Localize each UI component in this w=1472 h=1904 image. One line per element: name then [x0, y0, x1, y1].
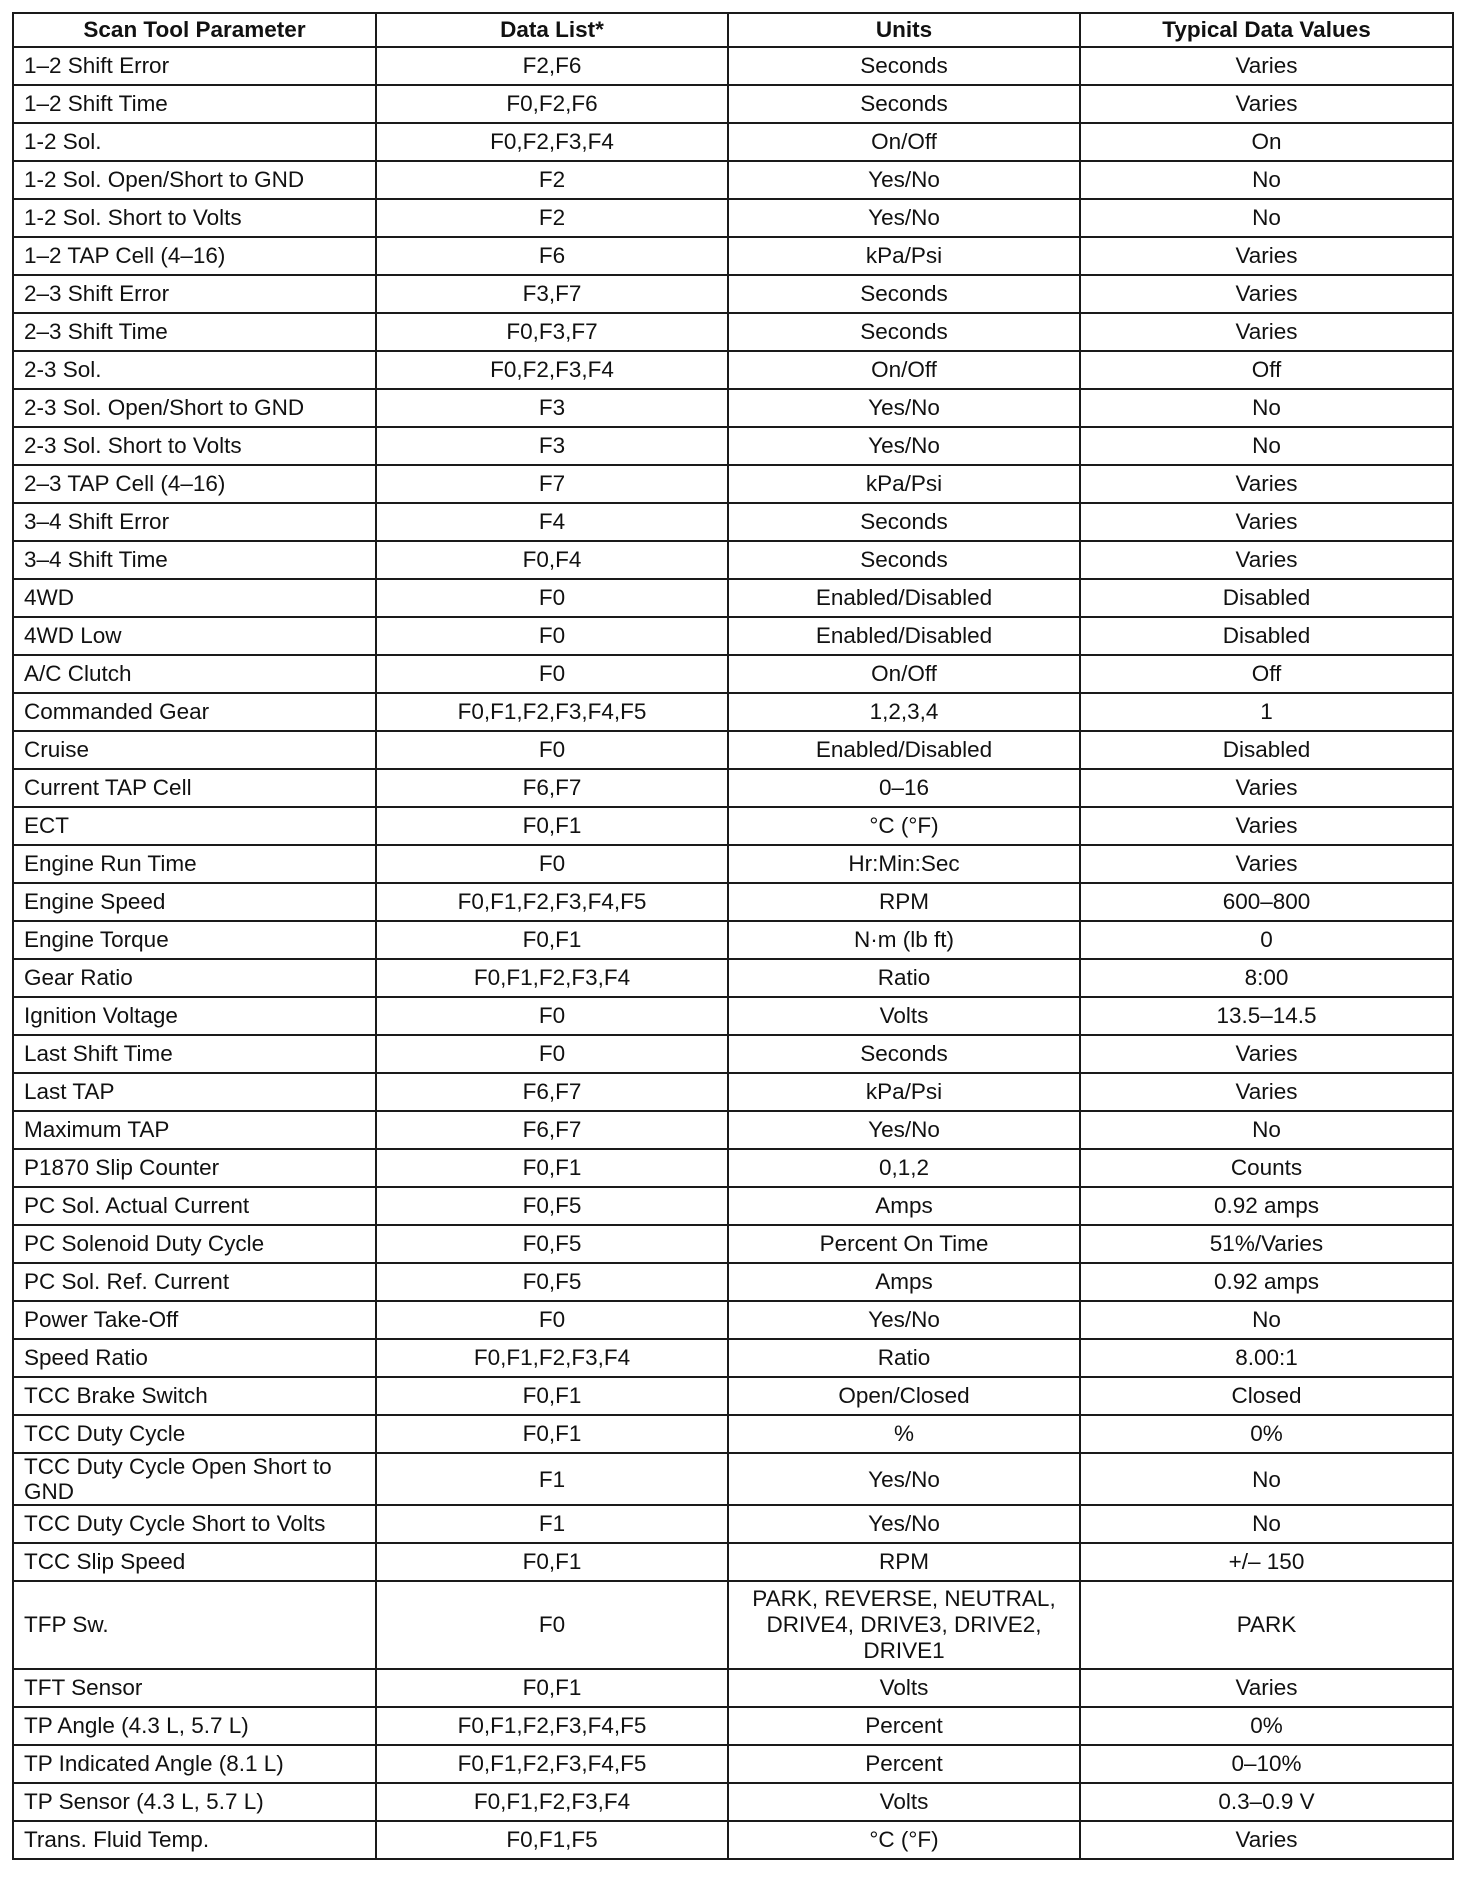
cell-units: % — [728, 1415, 1080, 1453]
cell-units: On/Off — [728, 351, 1080, 389]
cell-parameter: Trans. Fluid Temp. — [13, 1821, 376, 1859]
table-row — [13, 959, 1453, 997]
cell-parameter: TFP Sw. — [13, 1581, 376, 1669]
cell-units: Volts — [728, 1669, 1080, 1707]
table-row — [13, 389, 1453, 427]
cell-data-list: F0,F1 — [376, 1415, 728, 1453]
cell-typical-value: 51%/Varies — [1080, 1225, 1453, 1263]
cell-parameter: TFT Sensor — [13, 1669, 376, 1707]
cell-typical-value: Varies — [1080, 465, 1453, 503]
cell-data-list: F6 — [376, 237, 728, 275]
cell-units: N·m (lb ft) — [728, 921, 1080, 959]
cell-typical-value: 0% — [1080, 1707, 1453, 1745]
table-row — [13, 769, 1453, 807]
table-row — [13, 1073, 1453, 1111]
cell-units: Seconds — [728, 47, 1080, 85]
table-row — [13, 1187, 1453, 1225]
cell-data-list: F3 — [376, 427, 728, 465]
cell-parameter: 1–2 Shift Error — [13, 47, 376, 85]
cell-typical-value: Varies — [1080, 1821, 1453, 1859]
cell-units: kPa/Psi — [728, 465, 1080, 503]
cell-parameter: 1-2 Sol. Open/Short to GND — [13, 161, 376, 199]
cell-typical-value: 1 — [1080, 693, 1453, 731]
cell-data-list: F0,F2,F3,F4 — [376, 123, 728, 161]
cell-units: On/Off — [728, 123, 1080, 161]
table-row — [13, 313, 1453, 351]
cell-parameter: 1–2 Shift Time — [13, 85, 376, 123]
cell-parameter: TP Angle (4.3 L, 5.7 L) — [13, 1707, 376, 1745]
cell-parameter: Speed Ratio — [13, 1339, 376, 1377]
cell-typical-value: 600–800 — [1080, 883, 1453, 921]
cell-parameter: P1870 Slip Counter — [13, 1149, 376, 1187]
table-row — [13, 693, 1453, 731]
cell-typical-value: 0.92 amps — [1080, 1187, 1453, 1225]
table-row — [13, 1543, 1453, 1581]
cell-typical-value: No — [1080, 199, 1453, 237]
table-row — [13, 997, 1453, 1035]
cell-units: Open/Closed — [728, 1377, 1080, 1415]
cell-typical-value: Varies — [1080, 503, 1453, 541]
cell-units: 0–16 — [728, 769, 1080, 807]
cell-units: Hr:Min:Sec — [728, 845, 1080, 883]
cell-units: Percent On Time — [728, 1225, 1080, 1263]
cell-units: Seconds — [728, 275, 1080, 313]
cell-data-list: F0 — [376, 997, 728, 1035]
cell-data-list: F1 — [376, 1505, 728, 1543]
header-data-list: Data List* — [376, 13, 728, 47]
cell-units: RPM — [728, 883, 1080, 921]
cell-data-list: F0 — [376, 1035, 728, 1073]
cell-data-list: F2 — [376, 161, 728, 199]
cell-data-list: F0,F1 — [376, 1377, 728, 1415]
cell-units: Percent — [728, 1745, 1080, 1783]
cell-parameter: TP Indicated Angle (8.1 L) — [13, 1745, 376, 1783]
cell-typical-value: No — [1080, 427, 1453, 465]
cell-typical-value: 0.92 amps — [1080, 1263, 1453, 1301]
cell-parameter: Engine Torque — [13, 921, 376, 959]
table-row — [13, 1035, 1453, 1073]
table-row — [13, 1505, 1453, 1543]
header-scan-tool-parameter: Scan Tool Parameter — [13, 13, 376, 47]
cell-typical-value: Varies — [1080, 1073, 1453, 1111]
cell-data-list: F0,F1,F2,F3,F4,F5 — [376, 1745, 728, 1783]
cell-units: Yes/No — [728, 1111, 1080, 1149]
cell-units: Percent — [728, 1707, 1080, 1745]
table-row — [13, 655, 1453, 693]
cell-data-list: F0,F1 — [376, 921, 728, 959]
cell-units: kPa/Psi — [728, 1073, 1080, 1111]
scan-tool-parameter-table — [12, 12, 1454, 1860]
cell-data-list: F0,F1,F2,F3,F4,F5 — [376, 883, 728, 921]
cell-parameter: PC Sol. Ref. Current — [13, 1263, 376, 1301]
cell-typical-value: No — [1080, 161, 1453, 199]
cell-units: Amps — [728, 1187, 1080, 1225]
cell-parameter: 1-2 Sol. Short to Volts — [13, 199, 376, 237]
cell-parameter: ECT — [13, 807, 376, 845]
cell-parameter: Commanded Gear — [13, 693, 376, 731]
cell-data-list: F0,F1,F2,F3,F4,F5 — [376, 693, 728, 731]
table-row — [13, 123, 1453, 161]
cell-parameter: TP Sensor (4.3 L, 5.7 L) — [13, 1783, 376, 1821]
scan-tool-data-sheet — [12, 12, 1452, 1860]
cell-typical-value: Varies — [1080, 541, 1453, 579]
cell-typical-value: Varies — [1080, 1669, 1453, 1707]
cell-parameter: Last Shift Time — [13, 1035, 376, 1073]
cell-units: Volts — [728, 1783, 1080, 1821]
cell-typical-value: 8:00 — [1080, 959, 1453, 997]
table-row — [13, 1821, 1453, 1859]
table-row — [13, 1377, 1453, 1415]
cell-parameter: A/C Clutch — [13, 655, 376, 693]
cell-parameter: 2-3 Sol. Short to Volts — [13, 427, 376, 465]
cell-parameter: Engine Speed — [13, 883, 376, 921]
cell-data-list: F3 — [376, 389, 728, 427]
cell-typical-value: Disabled — [1080, 579, 1453, 617]
cell-units: Enabled/Disabled — [728, 617, 1080, 655]
table-row — [13, 807, 1453, 845]
cell-units: Ratio — [728, 959, 1080, 997]
cell-typical-value: Closed — [1080, 1377, 1453, 1415]
cell-typical-value: +/– 150 — [1080, 1543, 1453, 1581]
cell-data-list: F0,F5 — [376, 1225, 728, 1263]
cell-parameter: 2–3 TAP Cell (4–16) — [13, 465, 376, 503]
cell-typical-value: 8.00:1 — [1080, 1339, 1453, 1377]
cell-data-list: F0,F2,F6 — [376, 85, 728, 123]
table-row — [13, 541, 1453, 579]
cell-parameter: Power Take-Off — [13, 1301, 376, 1339]
cell-parameter: Gear Ratio — [13, 959, 376, 997]
cell-typical-value: No — [1080, 1453, 1453, 1505]
cell-data-list: F0,F3,F7 — [376, 313, 728, 351]
cell-parameter: 3–4 Shift Error — [13, 503, 376, 541]
table-row — [13, 275, 1453, 313]
cell-typical-value: 13.5–14.5 — [1080, 997, 1453, 1035]
cell-typical-value: Varies — [1080, 1035, 1453, 1073]
cell-units: RPM — [728, 1543, 1080, 1581]
cell-typical-value: No — [1080, 1505, 1453, 1543]
cell-typical-value: Off — [1080, 655, 1453, 693]
table-row — [13, 1745, 1453, 1783]
cell-typical-value: Varies — [1080, 313, 1453, 351]
cell-parameter: 1-2 Sol. — [13, 123, 376, 161]
cell-typical-value: Varies — [1080, 807, 1453, 845]
cell-typical-value: Varies — [1080, 769, 1453, 807]
cell-units: Enabled/Disabled — [728, 731, 1080, 769]
cell-units: Seconds — [728, 85, 1080, 123]
cell-units: Enabled/Disabled — [728, 579, 1080, 617]
cell-data-list: F4 — [376, 503, 728, 541]
cell-typical-value: 0% — [1080, 1415, 1453, 1453]
cell-data-list: F0,F1 — [376, 807, 728, 845]
header-units: Units — [728, 13, 1080, 47]
cell-units: Seconds — [728, 1035, 1080, 1073]
cell-parameter: Last TAP — [13, 1073, 376, 1111]
cell-typical-value: 0.3–0.9 V — [1080, 1783, 1453, 1821]
table-row — [13, 1783, 1453, 1821]
cell-parameter: 3–4 Shift Time — [13, 541, 376, 579]
table-row — [13, 1263, 1453, 1301]
table-row — [13, 1111, 1453, 1149]
cell-units: 1,2,3,4 — [728, 693, 1080, 731]
cell-data-list: F0,F5 — [376, 1263, 728, 1301]
cell-data-list: F2,F6 — [376, 47, 728, 85]
cell-typical-value: 0 — [1080, 921, 1453, 959]
cell-data-list: F0,F1 — [376, 1149, 728, 1187]
table-row — [13, 1707, 1453, 1745]
cell-data-list: F0,F1,F5 — [376, 1821, 728, 1859]
table-row — [13, 1581, 1453, 1669]
table-row — [13, 845, 1453, 883]
table-row — [13, 503, 1453, 541]
table-row — [13, 1301, 1453, 1339]
table-row — [13, 237, 1453, 275]
cell-data-list: F3,F7 — [376, 275, 728, 313]
cell-typical-value: Off — [1080, 351, 1453, 389]
cell-data-list: F0,F1 — [376, 1669, 728, 1707]
cell-data-list: F2 — [376, 199, 728, 237]
cell-data-list: F6,F7 — [376, 769, 728, 807]
cell-data-list: F1 — [376, 1453, 728, 1505]
cell-data-list: F0 — [376, 1581, 728, 1669]
table-row — [13, 1415, 1453, 1453]
cell-parameter: 1–2 TAP Cell (4–16) — [13, 237, 376, 275]
cell-units: PARK, REVERSE, NEUTRAL, DRIVE4, DRIVE3, DRIVE2, DRIVE1 — [728, 1581, 1080, 1669]
cell-parameter: PC Solenoid Duty Cycle — [13, 1225, 376, 1263]
cell-parameter: TCC Duty Cycle Short to Volts — [13, 1505, 376, 1543]
cell-data-list: F0,F1,F2,F3,F4 — [376, 1339, 728, 1377]
cell-typical-value: Varies — [1080, 275, 1453, 313]
table-row — [13, 47, 1453, 85]
cell-units: Yes/No — [728, 427, 1080, 465]
cell-data-list: F0,F1,F2,F3,F4 — [376, 1783, 728, 1821]
cell-data-list: F0,F4 — [376, 541, 728, 579]
table-row — [13, 1669, 1453, 1707]
table-row — [13, 1339, 1453, 1377]
table-row — [13, 465, 1453, 503]
cell-data-list: F0 — [376, 731, 728, 769]
cell-parameter: TCC Brake Switch — [13, 1377, 376, 1415]
cell-typical-value: Counts — [1080, 1149, 1453, 1187]
cell-typical-value: Varies — [1080, 237, 1453, 275]
cell-units: Seconds — [728, 313, 1080, 351]
table-row — [13, 199, 1453, 237]
table-header-row — [13, 13, 1453, 47]
cell-data-list: F0,F1,F2,F3,F4 — [376, 959, 728, 997]
table-row — [13, 1225, 1453, 1263]
cell-parameter: Engine Run Time — [13, 845, 376, 883]
cell-data-list: F6,F7 — [376, 1111, 728, 1149]
cell-typical-value: Varies — [1080, 845, 1453, 883]
cell-units: Volts — [728, 997, 1080, 1035]
cell-parameter: 2-3 Sol. — [13, 351, 376, 389]
cell-units: Yes/No — [728, 1505, 1080, 1543]
cell-typical-value: On — [1080, 123, 1453, 161]
cell-units: Yes/No — [728, 389, 1080, 427]
cell-data-list: F7 — [376, 465, 728, 503]
cell-parameter: TCC Duty Cycle — [13, 1415, 376, 1453]
cell-parameter: PC Sol. Actual Current — [13, 1187, 376, 1225]
cell-units: Seconds — [728, 503, 1080, 541]
cell-typical-value: 0–10% — [1080, 1745, 1453, 1783]
cell-units: Yes/No — [728, 1301, 1080, 1339]
cell-typical-value: PARK — [1080, 1581, 1453, 1669]
cell-data-list: F0,F1 — [376, 1543, 728, 1581]
cell-parameter: Current TAP Cell — [13, 769, 376, 807]
cell-typical-value: No — [1080, 1301, 1453, 1339]
table-row — [13, 1149, 1453, 1187]
cell-data-list: F0 — [376, 1301, 728, 1339]
cell-typical-value: Disabled — [1080, 731, 1453, 769]
cell-parameter: Maximum TAP — [13, 1111, 376, 1149]
cell-parameter: Cruise — [13, 731, 376, 769]
cell-data-list: F0,F1,F2,F3,F4,F5 — [376, 1707, 728, 1745]
cell-typical-value: Varies — [1080, 47, 1453, 85]
table-row — [13, 161, 1453, 199]
cell-parameter: TCC Slip Speed — [13, 1543, 376, 1581]
cell-data-list: F0 — [376, 845, 728, 883]
cell-data-list: F0 — [376, 655, 728, 693]
cell-data-list: F0 — [376, 617, 728, 655]
cell-units: Yes/No — [728, 161, 1080, 199]
table-row — [13, 921, 1453, 959]
cell-units: kPa/Psi — [728, 237, 1080, 275]
cell-units: °C (°F) — [728, 1821, 1080, 1859]
table-row — [13, 731, 1453, 769]
cell-parameter: 2–3 Shift Time — [13, 313, 376, 351]
cell-parameter: 2–3 Shift Error — [13, 275, 376, 313]
cell-parameter: TCC Duty Cycle Open Short to GND — [13, 1453, 376, 1505]
cell-units: On/Off — [728, 655, 1080, 693]
cell-data-list: F6,F7 — [376, 1073, 728, 1111]
table-row — [13, 85, 1453, 123]
cell-data-list: F0 — [376, 579, 728, 617]
table-row — [13, 427, 1453, 465]
cell-units: Ratio — [728, 1339, 1080, 1377]
cell-parameter: 4WD Low — [13, 617, 376, 655]
cell-data-list: F0,F5 — [376, 1187, 728, 1225]
cell-typical-value: Varies — [1080, 85, 1453, 123]
table-row — [13, 579, 1453, 617]
table-row — [13, 351, 1453, 389]
cell-parameter: 4WD — [13, 579, 376, 617]
cell-data-list: F0,F2,F3,F4 — [376, 351, 728, 389]
cell-parameter: 2-3 Sol. Open/Short to GND — [13, 389, 376, 427]
table-row — [13, 617, 1453, 655]
cell-typical-value: Disabled — [1080, 617, 1453, 655]
table-row — [13, 1453, 1453, 1505]
cell-units: °C (°F) — [728, 807, 1080, 845]
cell-units: Amps — [728, 1263, 1080, 1301]
cell-parameter: Ignition Voltage — [13, 997, 376, 1035]
cell-units: Seconds — [728, 541, 1080, 579]
header-typical-data-values: Typical Data Values — [1080, 13, 1453, 47]
table-body — [13, 47, 1453, 1859]
cell-units: Yes/No — [728, 199, 1080, 237]
cell-typical-value: No — [1080, 1111, 1453, 1149]
cell-units: 0,1,2 — [728, 1149, 1080, 1187]
table-row — [13, 883, 1453, 921]
cell-units: Yes/No — [728, 1453, 1080, 1505]
cell-typical-value: No — [1080, 389, 1453, 427]
